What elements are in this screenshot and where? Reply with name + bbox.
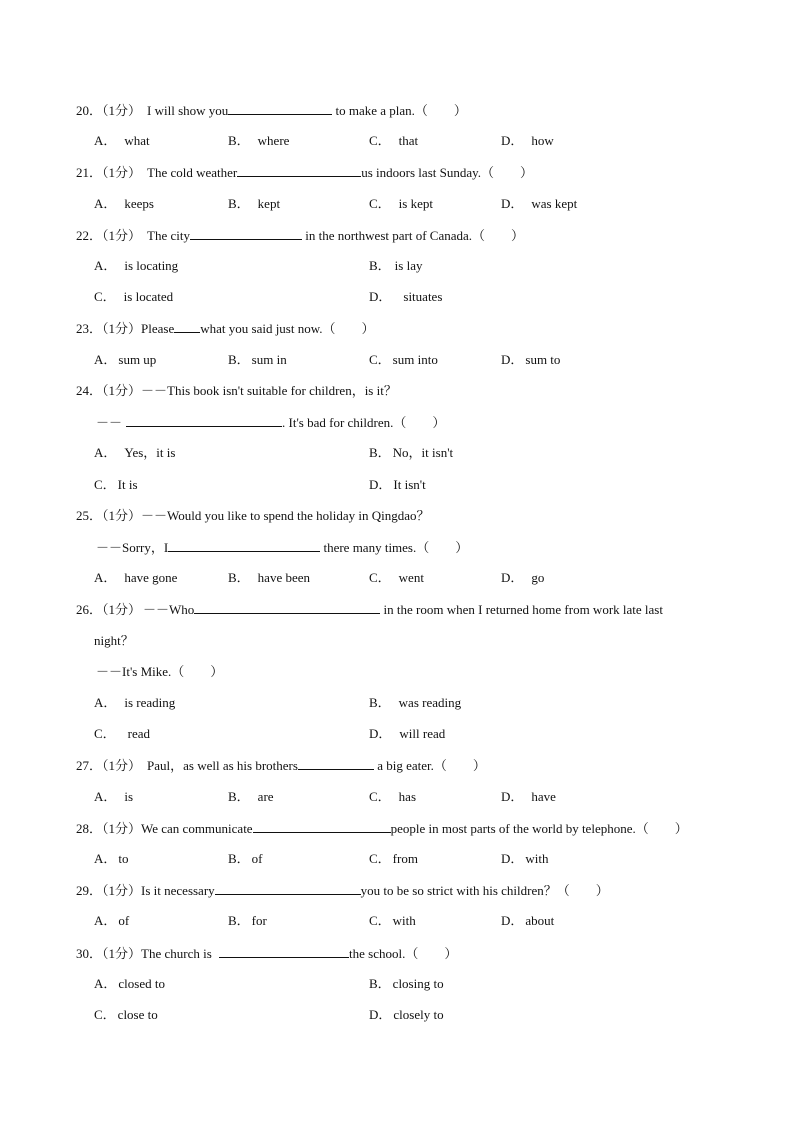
question-20 [76,102,467,119]
option-a: A． what [94,133,150,148]
question-number: 23．（1分） [76,321,142,336]
option-a: A． keeps [94,196,154,211]
option-a: A． of [94,913,130,928]
question-number: 24．（1分） [76,383,142,398]
option-d: D． situates [369,289,443,304]
question-text-end: a big eater.（ ） [373,758,486,773]
reply-line: －－It's Mike.（ ） [96,664,224,679]
question-23 [76,320,375,337]
option-c: C． with [369,913,416,928]
reply-line: －－ . It's bad for children.（ ） [96,415,446,430]
question-number: 30．（1分） [76,946,142,961]
option-d: D． about [501,913,555,928]
reply-line: －－Sorry，I there many times.（ ） [96,540,469,555]
option-a: A． to [94,851,129,866]
answer-blank [168,539,320,552]
answer-blank [194,601,380,614]
option-d: D． was kept [501,196,578,211]
question-22 [76,227,524,244]
question-text: The church is [141,946,216,961]
question-text: Please [141,321,175,336]
question-number: 22．（1分） [76,228,142,243]
option-d: D． will read [369,726,446,741]
answer-blank [237,164,361,177]
option-c: C． went [369,570,424,585]
question-text: －－This book isn't suitable for children，is it？ [141,383,397,398]
question-text: Paul，as well as his brothers [147,758,298,773]
question-continuation: night？ [94,633,134,648]
question-text-end: people in most parts of the world by telephone.（ ） [390,821,688,836]
answer-blank [298,757,374,770]
answer-blank [253,820,391,833]
option-a: A． is [94,789,134,804]
option-b: B． sum in [228,352,287,367]
option-b: B． where [228,133,290,148]
option-b: B． was reading [369,695,462,710]
option-b: B． have been [228,570,311,585]
question-number: 25．（1分） [76,508,142,523]
answer-blank [219,945,349,958]
question-text-end: the school.（ ） [349,946,458,961]
question-text: We can communicate [141,821,253,836]
option-b: B． closing to [369,976,444,991]
question-text-end: what you said just now.（ ） [200,321,375,336]
question-number: 21．（1分） [76,165,142,180]
answer-blank [126,414,282,427]
option-d: D． have [501,789,556,804]
option-a: A． is locating [94,258,179,273]
question-number: 28．（1分） [76,821,142,836]
question-text-end: us indoors last Sunday.（ ） [361,165,534,180]
question-25 [76,508,430,524]
option-c: C． is located [94,289,174,304]
question-number: 29．（1分） [76,883,142,898]
question-30 [76,945,457,962]
question-number: 27．（1分） [76,758,142,773]
option-d: D． closely to [369,1007,444,1022]
option-b: B． of [228,851,263,866]
question-21 [76,164,533,181]
question-text: The cold weather [147,165,238,180]
option-c: C． from [369,851,418,866]
question-text-end: in the northwest part of Canada.（ ） [301,228,525,243]
question-text: Is it necessary [141,883,215,898]
question-text: I will show you [147,103,229,118]
question-26 [76,601,663,618]
answer-blank [228,102,332,115]
option-d: D． how [501,133,554,148]
question-text-end: to make a plan.（ ） [332,103,467,118]
option-c: C． has [369,789,417,804]
question-text: The city [147,228,190,243]
question-text-end: in the room when I returned home from work late last [380,602,663,617]
question-number: 20．（1分） [76,103,142,118]
option-d: D． sum to [501,352,561,367]
question-text: －－Would you like to spend the holiday in Qingdao？ [141,508,430,523]
option-a: A． sum up [94,352,157,367]
option-b: B． for [228,913,267,928]
option-d: D． go [501,570,545,585]
option-b: B． are [228,789,274,804]
option-a: A． Yes，it is [94,445,176,460]
question-text-end: you to be so strict with his children？（ ） [360,883,609,898]
option-c: C． sum into [369,352,438,367]
option-c: C． read [94,726,151,741]
option-a: A． have gone [94,570,178,585]
option-d: D． with [501,851,549,866]
answer-blank [174,320,200,333]
option-b: B． kept [228,196,281,211]
option-c: C． is kept [369,196,433,211]
option-c: C． that [369,133,419,148]
option-c: C． close to [94,1007,158,1022]
option-b: B． is lay [369,258,423,273]
question-27 [76,757,486,774]
question-number: 26．（1分） [76,602,142,617]
question-text: －－Who [143,602,195,617]
question-28 [76,820,688,837]
answer-blank [215,882,361,895]
answer-blank [190,227,302,240]
option-c: C． It is [94,477,138,492]
option-d: D． It isn't [369,477,426,492]
question-29 [76,882,609,899]
option-b: B． No，it isn't [369,445,454,460]
option-a: A． is reading [94,695,176,710]
question-24 [76,383,397,399]
option-a: A． closed to [94,976,165,991]
